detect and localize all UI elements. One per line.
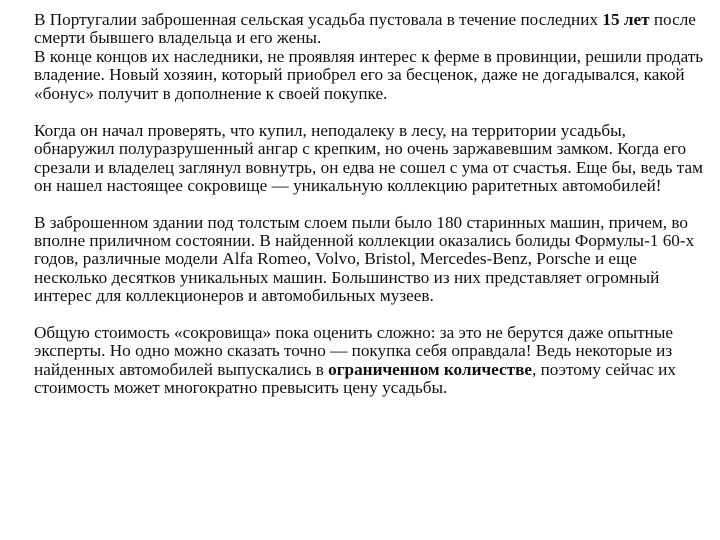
paragraph-5-bold-limited: ограниченном количестве: [328, 359, 532, 379]
paragraph-1-bold-years: 15 лет: [602, 10, 650, 29]
paragraph-1-text-end: после смерти бывшего владельца и его жены.: [34, 10, 696, 48]
paragraph-5-text-start: Общую стоимость «сокровища» пока оценить сложно: за это не берутся даже опытные эксперты. Но одно можно сказать точно — покупка себя оправдала! Ведь некоторые из найденных автомобилей выпускались в: [34, 322, 674, 379]
paragraph-1-text-start: В Португалии заброшенная сельская усадьба пустовала в течение последних: [34, 10, 603, 29]
paragraph-1: [34, 11, 706, 48]
paragraph-5: [34, 324, 706, 398]
paragraph-3: Когда он начал проверять, что купил, неподалеку в лесу, на территории усадьбы, обнаружил полуразрушенный ангар с крепким, но очень заржавевшим замком. Когда его срезали и владелец заглянул вовнутрь, он едва не сошел с ума от счастья. Еще бы, ведь там он нашел настоящее сокровище — уникальную коллекцию раритетных автомобилей!: [34, 121, 703, 196]
paragraph-2: В конце концов их наследники, не проявляя интерес к ферме в провинции, решили продать владение. Новый хозяин, который приобрел его за бесценок, даже не догадывался, какой «бонус» получит в дополнение к своей покупке.: [34, 46, 704, 103]
paragraph-5-text-end: , поэтому сейчас их стоимость может многократно превысить цену усадьбы.: [34, 359, 676, 397]
paragraph-4: В заброшенном здании под толстым слоем пыли было 180 старинных машин, причем, во вполне приличном состоянии. В найденной коллекции оказались болиды Формулы-1 60-х годов, различные модели Alfa Romeo, Volvo, Bristol, Mercedes-Benz, Porsche и еще несколько десятков уникальных машин. Большинство из них представляет огромный интерес для коллекционеров и автомобильных музеев.: [34, 212, 695, 306]
